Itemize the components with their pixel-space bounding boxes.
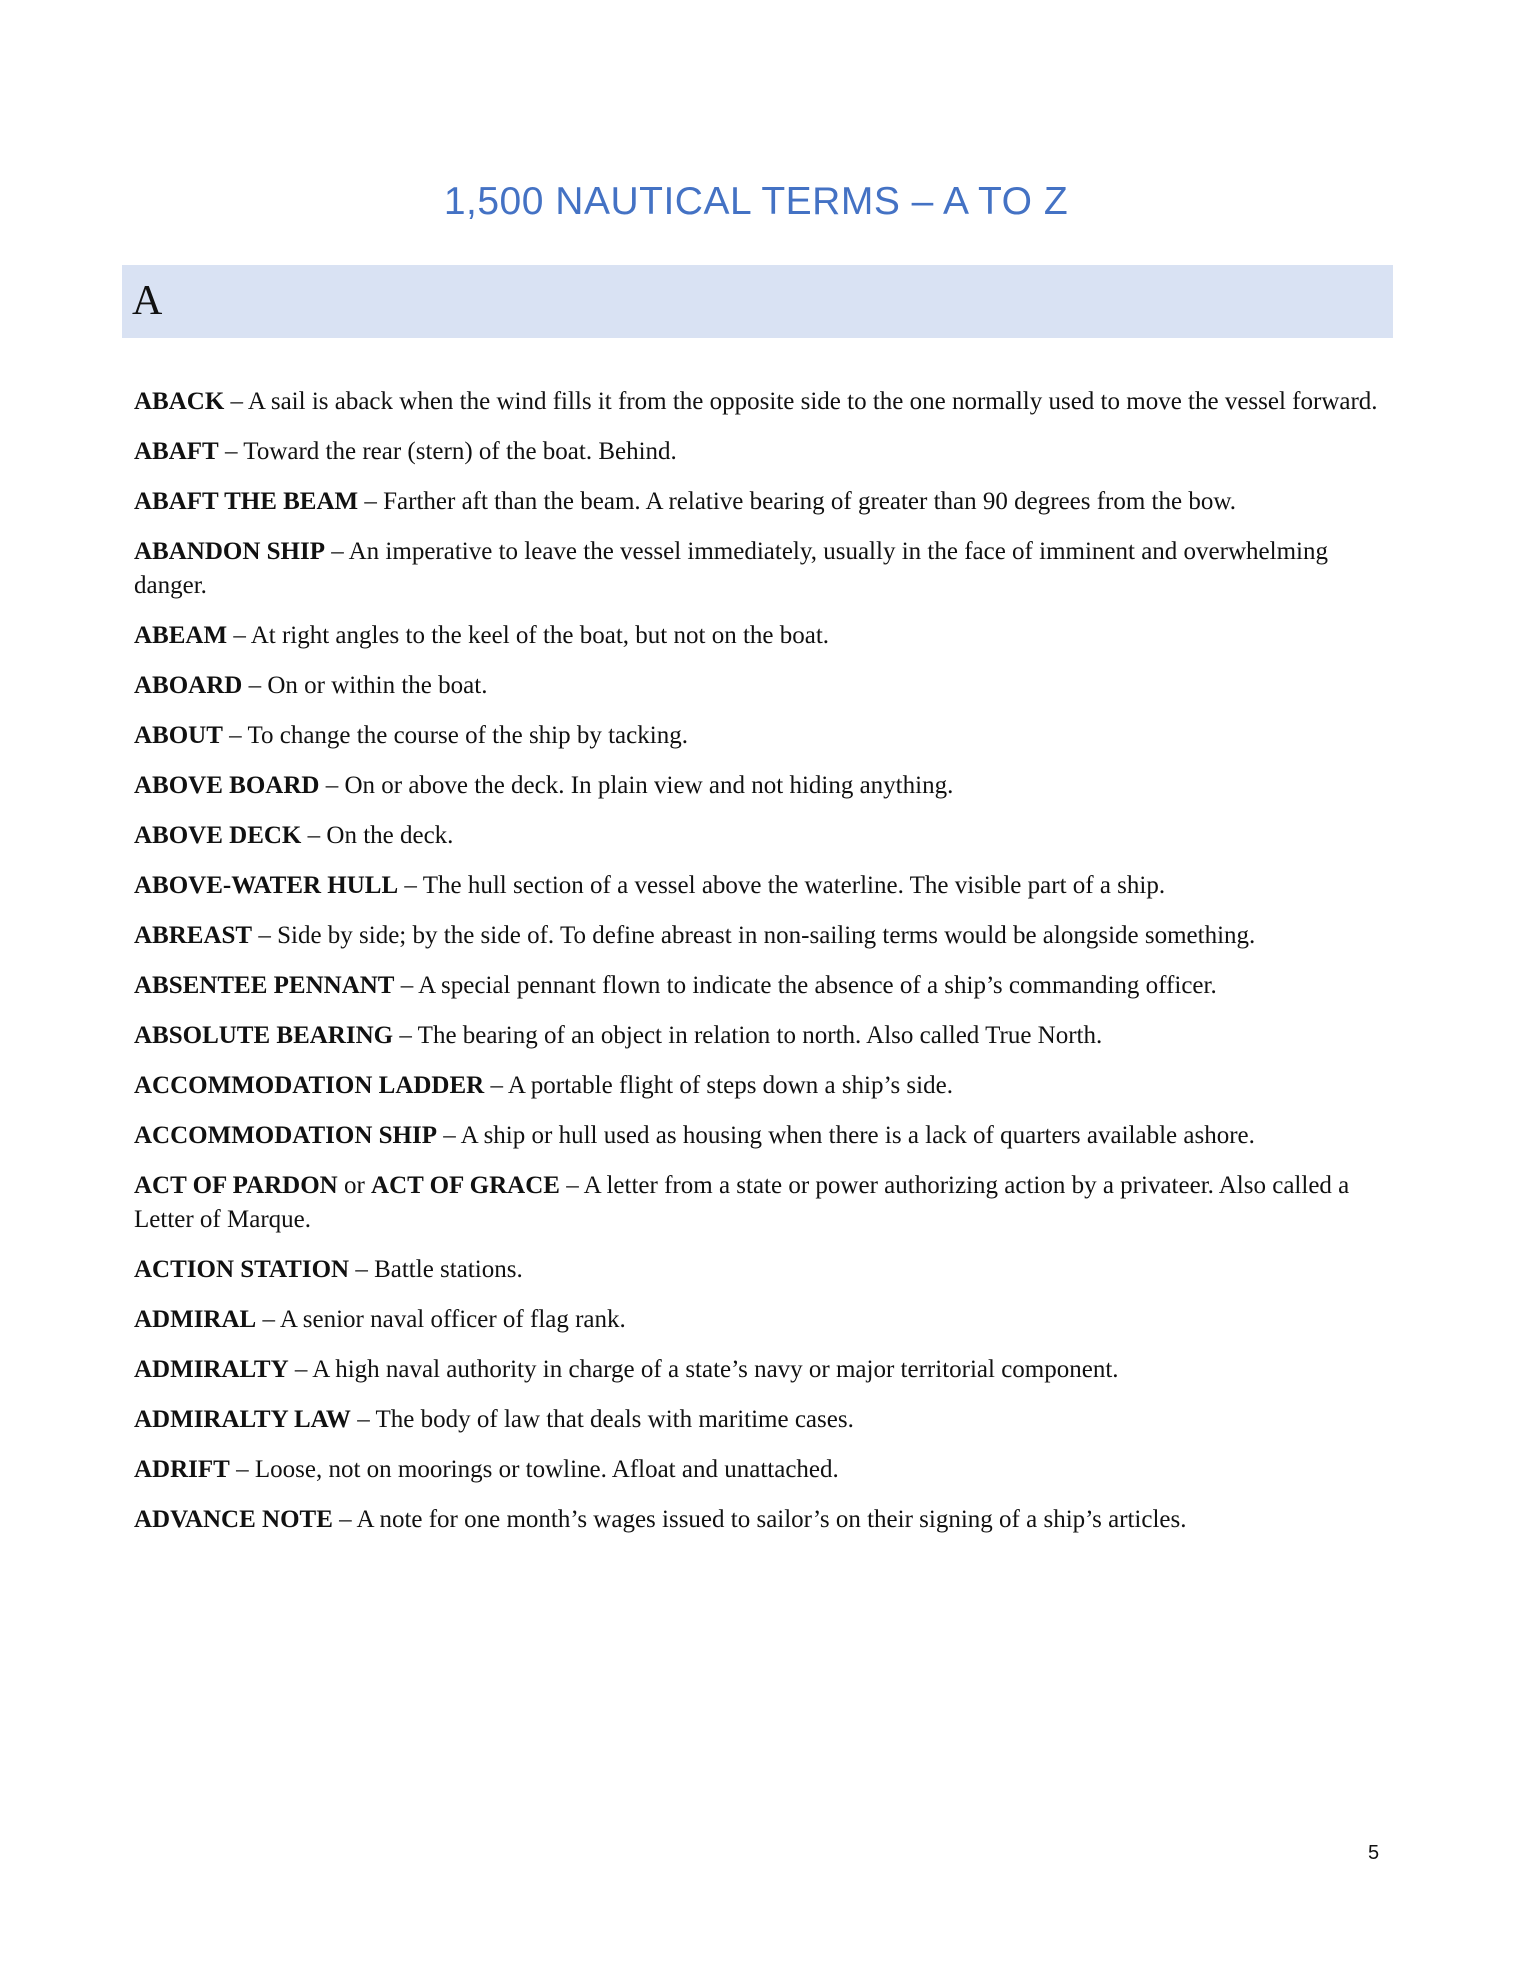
- entry-term: ADMIRAL: [134, 1306, 257, 1333]
- glossary-entry: [134, 1169, 1386, 1237]
- glossary-entry: [134, 385, 1386, 419]
- entry-definition: Farther aft than the beam. A relative bearing of greater than 90 degrees from the bow.: [383, 488, 1237, 515]
- entry-definition: On the deck.: [326, 822, 454, 849]
- section-header: [122, 265, 1393, 338]
- entry-definition: A note for one month’s wages issued to sailor’s on their signing of a ship’s articles.: [356, 1506, 1187, 1533]
- page-number: 5: [1368, 1842, 1380, 1864]
- entry-separator: –: [339, 1506, 352, 1533]
- glossary-entry: [134, 719, 1386, 753]
- entry-term: ABANDON SHIP: [134, 538, 325, 565]
- entry-term: ABOVE DECK: [134, 822, 302, 849]
- entry-separator: –: [490, 1072, 503, 1099]
- glossary-entry: [134, 1019, 1386, 1053]
- glossary-entry: [134, 485, 1386, 519]
- glossary-entry: [134, 769, 1386, 803]
- entry-definition: A senior naval officer of flag rank.: [279, 1306, 626, 1333]
- entry-term: ABOARD: [134, 672, 243, 699]
- glossary-entry: [134, 1119, 1386, 1153]
- glossary-entry: [134, 1253, 1386, 1287]
- glossary-entry: [134, 1303, 1386, 1337]
- glossary-entry: [134, 1353, 1386, 1387]
- entry-term: ADVANCE NOTE: [134, 1506, 333, 1533]
- entry-term: ACT OF PARDON: [134, 1172, 338, 1199]
- entry-separator: –: [248, 672, 262, 699]
- glossary-entry: [134, 919, 1386, 953]
- entry-separator: –: [404, 872, 417, 899]
- entry-term: ABREAST: [134, 922, 253, 949]
- entry-separator: –: [443, 1122, 456, 1149]
- entry-term: ABSENTEE PENNANT: [134, 972, 395, 999]
- glossary-entry: [134, 869, 1386, 903]
- entry-term: ABACK: [134, 388, 225, 415]
- entry-separator: –: [229, 722, 242, 749]
- entry-definition: A sail is aback when the wind fills it from the opposite side to the one normally used to move the vessel forward.: [247, 388, 1378, 415]
- entry-definition: The body of law that deals with maritime cases.: [375, 1406, 854, 1433]
- entry-definition: Battle stations.: [374, 1256, 523, 1283]
- entry-definition: An imperative to leave the vessel immediately, usually in the face of imminent and overwhelming danger.: [134, 538, 1328, 599]
- entry-term: ACT OF GRACE: [371, 1172, 560, 1199]
- entry-term: ABEAM: [134, 622, 228, 649]
- entry-separator: –: [364, 488, 377, 515]
- entry-term: ABAFT THE BEAM: [134, 488, 359, 515]
- glossary-entry: [134, 1403, 1386, 1437]
- entry-separator: –: [262, 1306, 275, 1333]
- entry-term: ACTION STATION: [134, 1256, 350, 1283]
- glossary-entry: [134, 1503, 1386, 1537]
- term-joiner: or: [343, 1172, 365, 1199]
- glossary-entry: [134, 1069, 1386, 1103]
- entry-separator: –: [258, 922, 271, 949]
- entry-definition: At right angles to the keel of the boat, but not on the boat.: [250, 622, 830, 649]
- entry-term: ABOUT: [134, 722, 223, 749]
- section-letter: A: [132, 278, 163, 324]
- entry-term: ABOVE-WATER HULL: [134, 872, 399, 899]
- glossary-list: [134, 385, 1386, 1553]
- glossary-entry: [134, 435, 1386, 469]
- entry-definition: On or above the deck. In plain view and not hiding anything.: [344, 772, 954, 799]
- entry-definition: Side by side; by the side of. To define abreast in non-sailing terms would be alongside something.: [277, 922, 1256, 949]
- entry-term: ADRIFT: [134, 1456, 230, 1483]
- entry-separator: –: [566, 1172, 579, 1199]
- entry-separator: –: [325, 772, 339, 799]
- entry-definition: On or within the boat.: [267, 672, 488, 699]
- entry-term: ACCOMMODATION SHIP: [134, 1122, 438, 1149]
- entry-definition: A portable flight of steps down a ship’s side.: [507, 1072, 953, 1099]
- entry-separator: –: [233, 622, 246, 649]
- entry-term: ABOVE BOARD: [134, 772, 320, 799]
- entry-term: ABSOLUTE BEARING: [134, 1022, 394, 1049]
- entry-separator: –: [224, 438, 238, 465]
- entry-separator: –: [400, 972, 414, 999]
- entry-definition: Toward the rear (stern) of the boat. Behind.: [243, 438, 677, 465]
- entry-separator: –: [230, 388, 244, 415]
- entry-definition: To change the course of the ship by tacking.: [247, 722, 688, 749]
- entry-definition: The bearing of an object in relation to north. Also called True North.: [417, 1022, 1103, 1049]
- glossary-entry: [134, 819, 1386, 853]
- entry-definition: A high naval authority in charge of a state’s navy or major territorial component.: [312, 1356, 1119, 1383]
- entry-separator: –: [399, 1022, 412, 1049]
- entry-separator: –: [355, 1256, 368, 1283]
- entry-definition: A ship or hull used as housing when there is a lack of quarters available ashore.: [460, 1122, 1255, 1149]
- entry-term: ADMIRALTY LAW: [134, 1406, 351, 1433]
- glossary-entry: [134, 1453, 1386, 1487]
- entry-separator: –: [357, 1406, 370, 1433]
- entry-definition: A special pennant flown to indicate the absence of a ship’s commanding officer.: [418, 972, 1217, 999]
- entry-separator: –: [294, 1356, 308, 1383]
- entry-separator: –: [331, 538, 344, 565]
- entry-term: ABAFT: [134, 438, 219, 465]
- entry-separator: –: [236, 1456, 249, 1483]
- glossary-entry: [134, 535, 1386, 603]
- entry-term: ACCOMMODATION LADDER: [134, 1072, 485, 1099]
- page-title: 1,500 NAUTICAL TERMS – A TO Z: [443, 180, 1069, 223]
- entry-definition: Loose, not on moorings or towline. Afloat and unattached.: [254, 1456, 839, 1483]
- glossary-entry: [134, 969, 1386, 1003]
- entry-separator: –: [307, 822, 321, 849]
- entry-term: ADMIRALTY: [134, 1356, 289, 1383]
- glossary-entry: [134, 619, 1386, 653]
- entry-definition: A letter from a state or power authorizing action by a privateer. Also called a Letter of Marque.: [134, 1172, 1350, 1233]
- glossary-entry: [134, 669, 1386, 703]
- entry-definition: The hull section of a vessel above the waterline. The visible part of a ship.: [422, 872, 1166, 899]
